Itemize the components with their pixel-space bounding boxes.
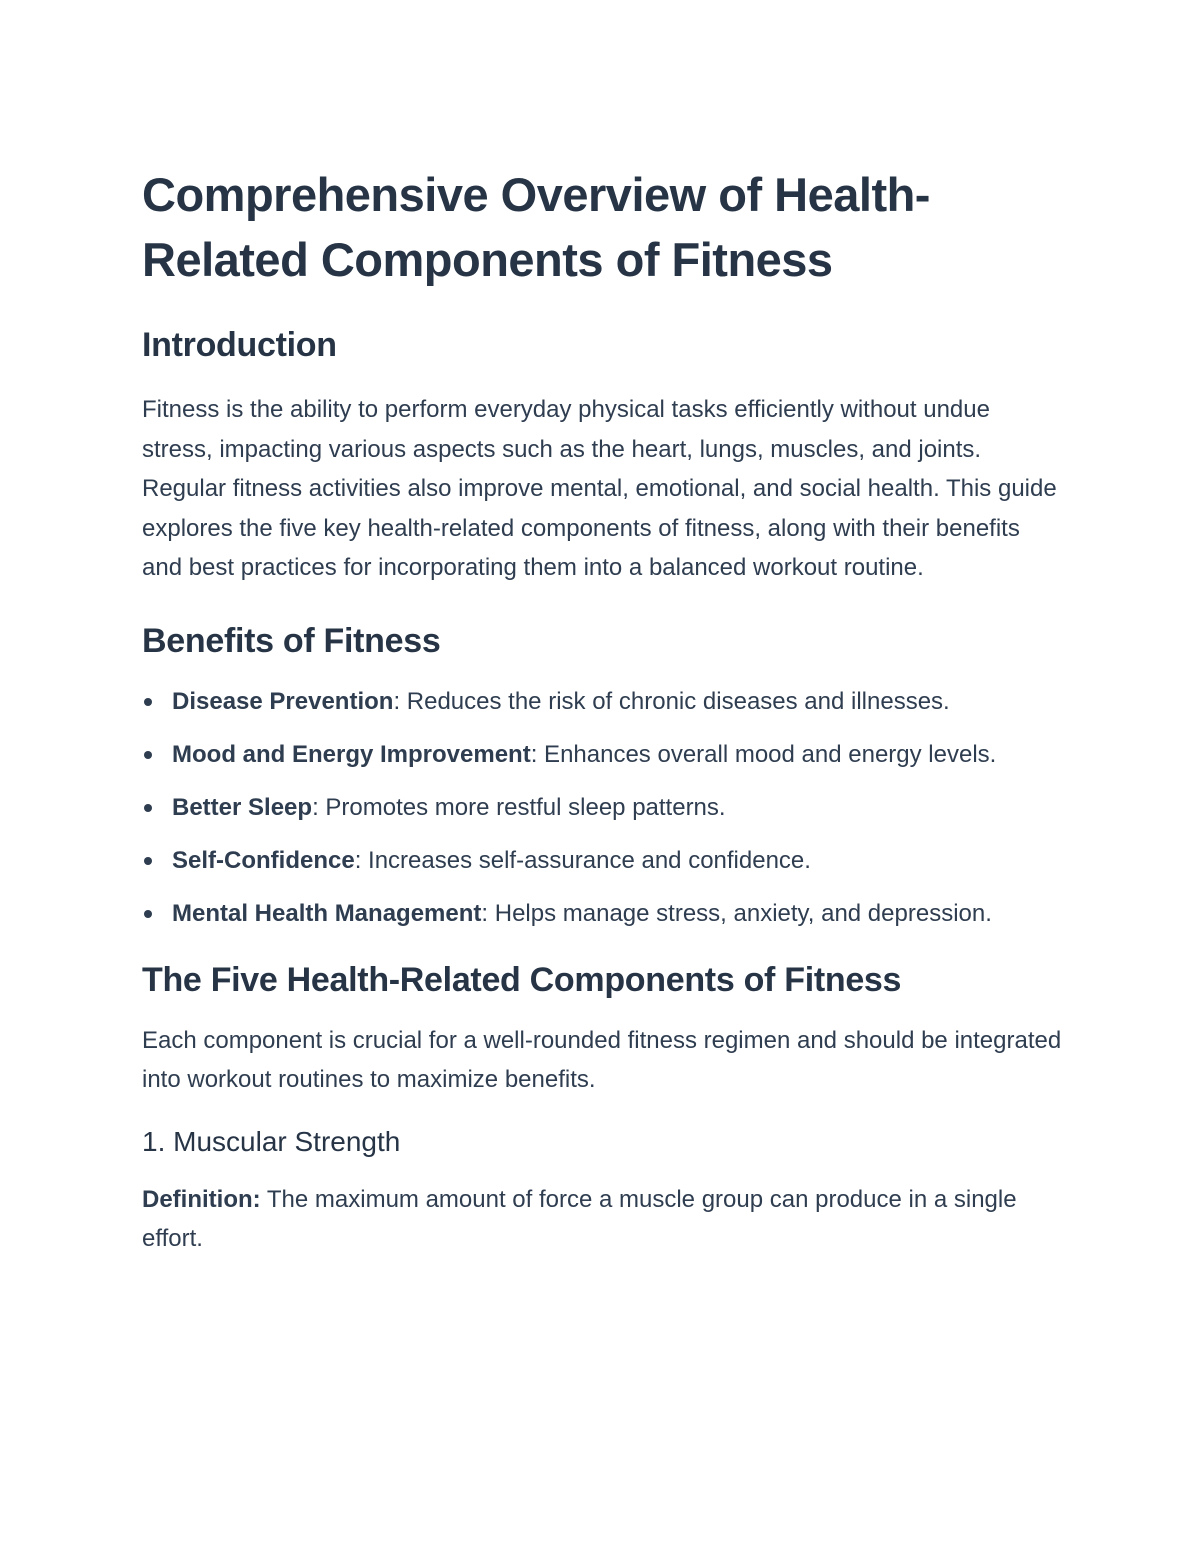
benefit-term: Self-Confidence [172, 846, 355, 874]
muscular-strength-definition [142, 1180, 1062, 1259]
page-title: Comprehensive Overview of Health-Related Components of Fitness [142, 168, 930, 286]
bullet-icon [144, 804, 152, 812]
list-item [142, 894, 1062, 933]
benefit-separator: : [354, 846, 362, 874]
benefit-text: Promotes more restful sleep patterns. [318, 793, 726, 821]
list-item [142, 735, 1062, 774]
benefit-text: Increases self-assurance and confidence. [361, 846, 811, 874]
components-heading: The Five Health-Related Components of Fitness [142, 960, 902, 999]
document-page [142, 162, 1062, 1259]
benefit-text: Helps manage stress, anxiety, and depression. [488, 899, 992, 927]
benefit-text: Enhances overall mood and energy levels. [537, 740, 997, 768]
introduction-text: Fitness is the ability to perform everyday physical tasks efficiently without undue stress, impacting various aspects such as the heart, lungs, muscles, and joints. Regular fitness activities also improve mental, emotional, and social health. This guide explores the five key health-related components of fitness, along with their benefits and best practices for incorporating them into a balanced workout routine. [142, 396, 1057, 581]
bullet-icon [144, 857, 152, 865]
benefit-separator: : [393, 687, 401, 715]
list-item [142, 788, 1062, 827]
definition-label: Definition: [142, 1185, 261, 1213]
bullet-icon [144, 751, 152, 759]
benefits-heading: Benefits of Fitness [142, 621, 441, 660]
benefit-separator: : [312, 793, 319, 821]
list-item [142, 682, 1062, 721]
benefit-term: Disease Prevention [172, 687, 394, 715]
benefit-term: Better Sleep [172, 793, 313, 821]
benefit-text: Reduces the risk of chronic diseases and illnesses. [400, 687, 950, 715]
benefit-term: Mental Health Management [172, 899, 482, 927]
components-text: Each component is crucial for a well-rounded fitness regimen and should be integrated into workout routines to maximize benefits. [142, 1026, 1062, 1093]
benefits-list [142, 682, 1062, 933]
list-item [142, 841, 1062, 880]
bullet-icon [144, 698, 152, 706]
benefit-term: Mood and Energy Improvement [172, 740, 531, 768]
introduction-heading: Introduction [142, 326, 337, 364]
definition-text: The maximum amount of force a muscle group can produce in a single effort. [142, 1185, 1017, 1252]
benefit-separator: : [530, 740, 538, 768]
muscular-strength-heading: 1. Muscular Strength [142, 1125, 401, 1157]
bullet-icon [144, 910, 152, 918]
benefit-separator: : [481, 899, 489, 927]
